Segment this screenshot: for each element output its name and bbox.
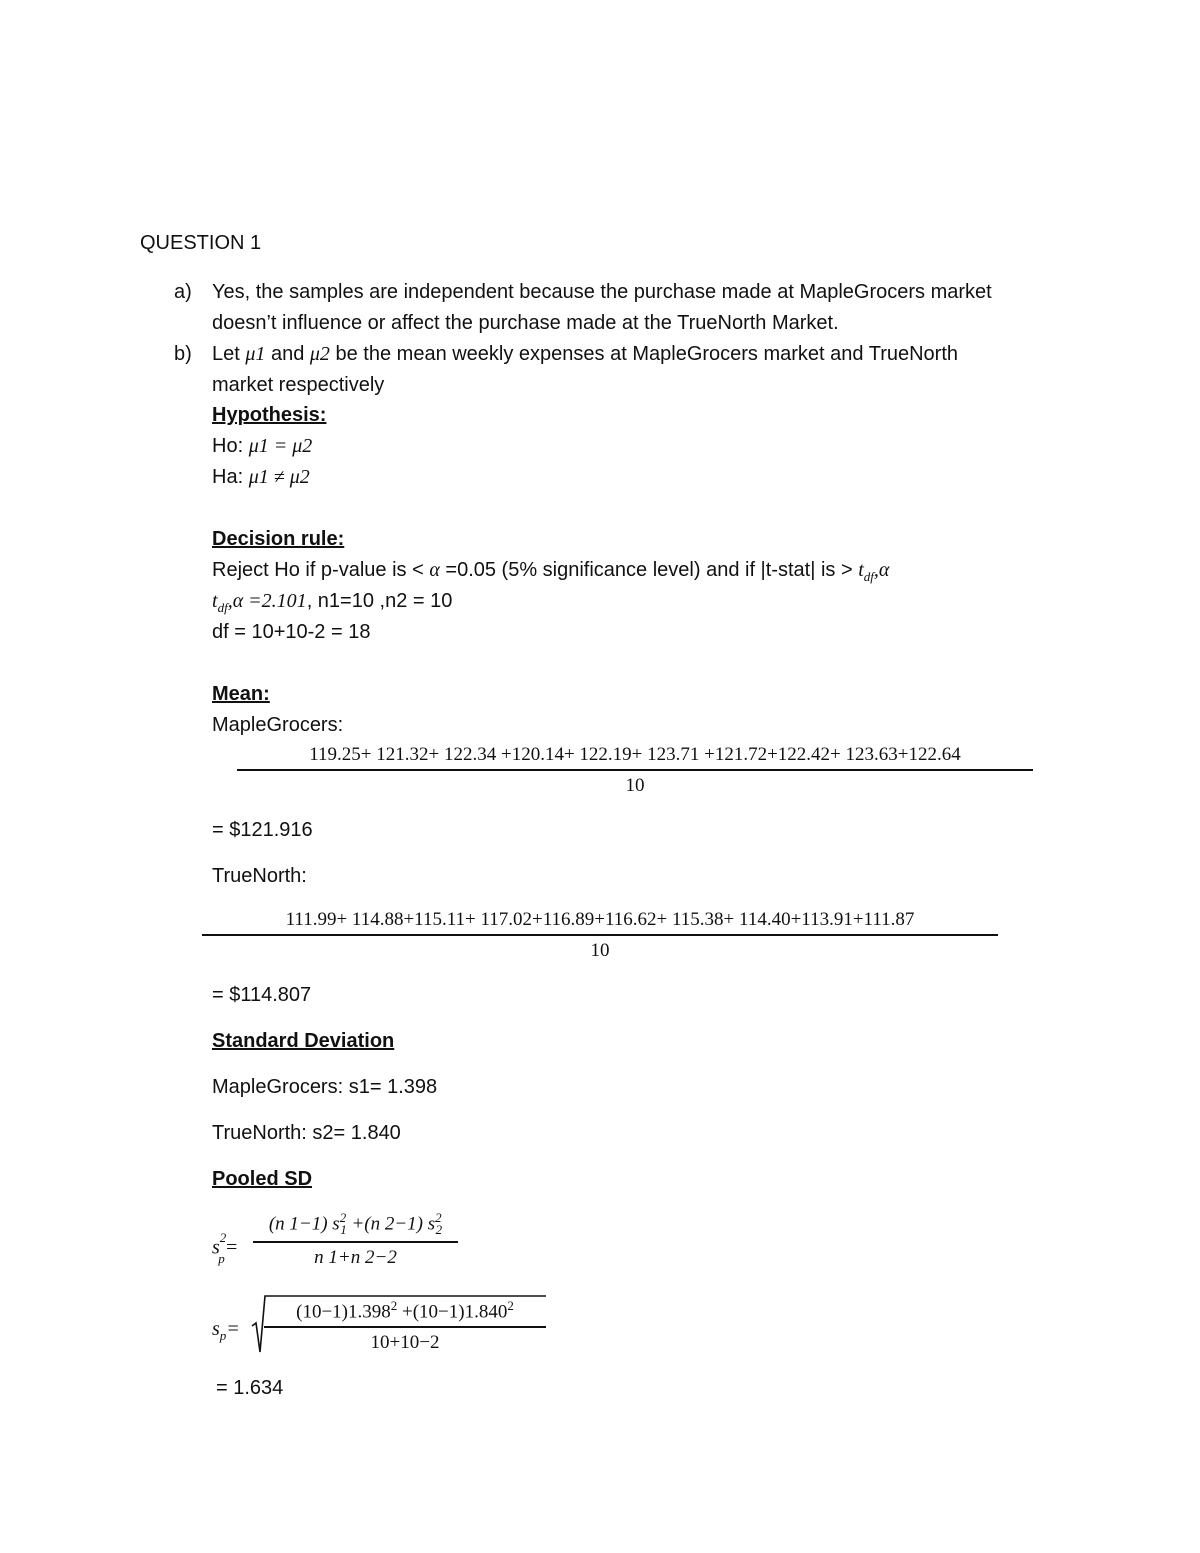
crit-df-subscript: df [217,600,228,615]
crit-t-symbol: t [212,590,218,612]
num-sub-2: 2 [435,1222,443,1238]
ho-expression: μ1 = μ2 [248,435,313,457]
mean-title: Mean: [212,683,270,705]
degrees-of-freedom: df = 10+10-2 = 18 [212,621,371,643]
equals-sign: = [224,1236,239,1259]
item-b-line2: market respectively [212,374,385,396]
num-sup-b: 2 [507,1298,514,1313]
mu2-symbol: μ2 [309,343,330,365]
sd-title: Standard Deviation [212,1030,395,1052]
ha-expression: μ1 ≠ μ2 [248,466,310,488]
maple-numerator: 119.25+ 121.32+ 122.34 +120.14+ 122.19+ 123.71 +121.72+122.42+ 123.63+122.64 [237,744,1033,771]
pooled-variance-numerator [253,1210,458,1243]
crit-value: ,α =2.101 [227,590,307,612]
item-b-rest: be the mean weekly expenses at MapleGrocers market and TrueNorth [329,343,959,365]
truenorth-numerator: 111.99+ 114.88+115.11+ 117.02+116.89+116.62+ 115.38+ 114.40+113.91+111.87 [202,909,998,936]
sample-sizes: , n1=10 ,n2 = 10 [306,590,453,612]
item-b-and: and [265,343,310,365]
num-sup-1: 2 [339,1210,347,1225]
pooled-sd-fraction [264,1298,546,1354]
num-sup-a: 2 [390,1298,398,1313]
ho-label: Ho: [212,435,249,457]
question-heading: QUESTION 1 [140,232,262,254]
rule-mid: =0.05 (5% significance level) and if |t-stat| is > [439,559,859,581]
pooled-sd-denominator: 10+10−2 [370,1332,440,1354]
alpha-symbol: α [429,559,440,581]
ha-label: Ha: [212,466,249,488]
lhs-subscript: p [218,1250,225,1266]
rule-end: ,α [873,559,890,581]
num-sub-1: 1 [340,1222,347,1238]
sp-subscript: p [219,1328,227,1343]
pooled-variance-lhs [212,1230,238,1267]
sp-symbol: s [212,1318,220,1340]
maple-mean-result: = $121.916 [212,819,313,841]
decision-title: Decision rule: [212,528,345,550]
item-a-marker: a) [174,281,192,303]
truenorth-denominator: 10 [590,940,610,961]
maple-denominator: 10 [625,775,645,796]
s-symbol: s [212,1236,220,1259]
item-b-line1 [212,342,958,366]
null-hypothesis [212,434,312,458]
num-b: +(10−1)1.840 [397,1301,508,1323]
critical-value-line [212,589,452,620]
alternative-hypothesis [212,465,310,489]
df-subscript: df [863,569,874,584]
pooled-variance-denominator: n 1+n 2−2 [314,1247,397,1269]
truenorth-sd: TrueNorth: s2= 1.840 [212,1122,401,1144]
num-sup-2: 2 [435,1210,442,1225]
lhs-superscript: 2 [219,1230,227,1245]
num-part-2: +(n 2−1) s [346,1213,436,1235]
item-b-let: Let [212,343,246,365]
hypothesis-title: Hypothesis: [212,404,327,426]
pooled-title: Pooled SD [212,1168,313,1190]
pooled-sd-result: = 1.634 [216,1377,284,1399]
num-part-1: (n 1−1) s [268,1213,340,1235]
pooled-sd-numerator [264,1298,546,1328]
truenorth-mean-fraction [202,909,998,962]
item-a-line1: Yes, the samples are independent because the purchase made at MapleGrocers market [212,281,992,303]
decision-rule-line [212,558,889,589]
truenorth-mean-result: = $114.807 [212,984,312,1006]
truenorth-label: TrueNorth: [212,865,307,887]
pooled-variance-fraction [253,1210,458,1269]
t-symbol: t [858,559,864,581]
item-b-marker: b) [174,343,192,365]
maple-sd: MapleGrocers: s1= 1.398 [212,1076,438,1098]
item-a-line2: doesn’t influence or affect the purchase made at the TrueNorth Market. [212,312,839,334]
rule-pre: Reject Ho if p-value is < [212,559,430,581]
maple-mean-fraction [237,744,1033,797]
pooled-sd-lhs [212,1317,240,1348]
sp-equals: = [226,1318,240,1340]
maple-label: MapleGrocers: [212,714,344,736]
num-a: (10−1)1.398 [296,1301,391,1323]
mu1-symbol: μ1 [245,343,266,365]
